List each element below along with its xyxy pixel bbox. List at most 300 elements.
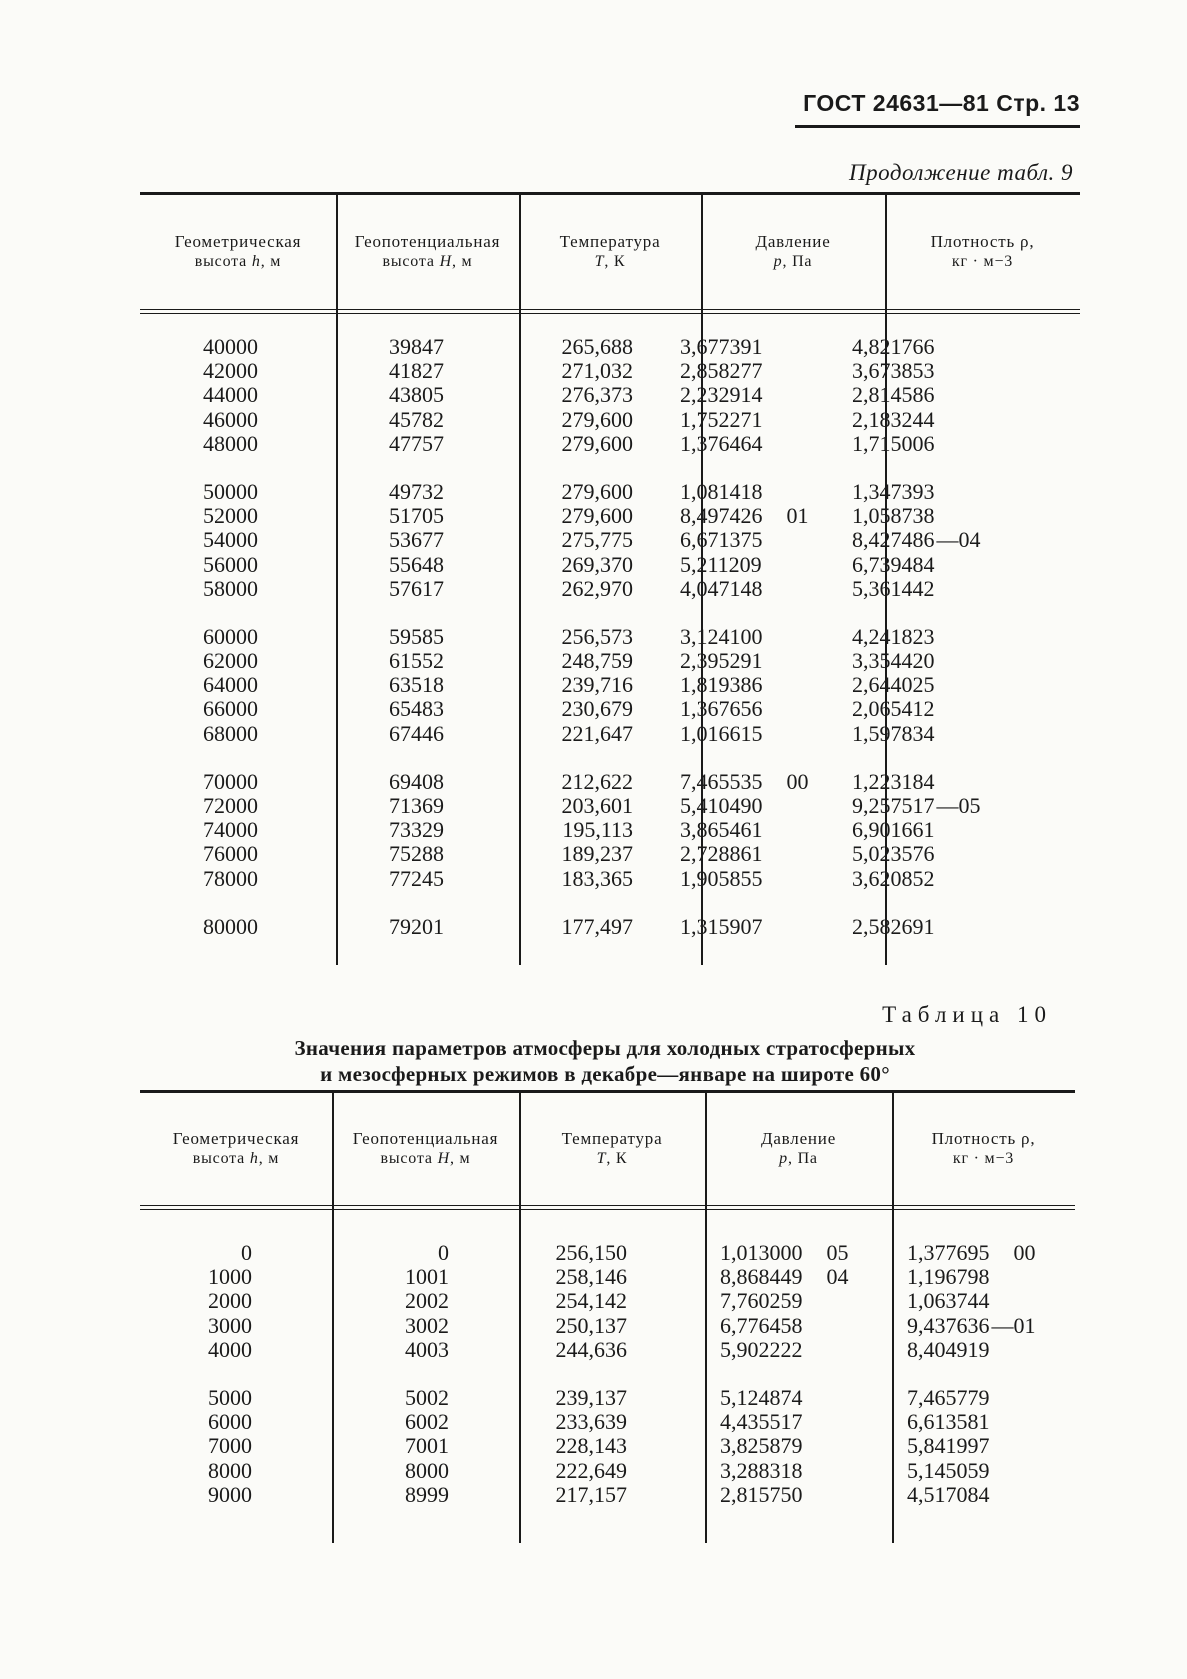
cell-geometric-height: [140, 842, 258, 866]
cell-geopotential-height: [336, 818, 444, 842]
cell-temperature: [519, 1338, 627, 1362]
cell-density: [907, 1265, 1075, 1289]
cell-geopotential-height: [336, 770, 444, 794]
cell-density: [907, 1410, 1075, 1434]
column-header-density: [885, 195, 1080, 309]
cell-value: 5,902222: [720, 1336, 803, 1362]
column-header-line: T, К: [594, 253, 626, 270]
cell-value: 2,644025: [852, 672, 935, 698]
header-double-rule: [140, 309, 1080, 314]
cell-value: 3002: [405, 1312, 449, 1338]
cell-temperature: [519, 1459, 627, 1483]
cell-geopotential-height: [336, 577, 444, 601]
table-9: [140, 192, 1080, 965]
cell-temperature: [519, 842, 633, 866]
cell-value: 62000: [203, 648, 258, 674]
cell-value: 5,023576: [852, 841, 935, 867]
cell-value: 45782: [389, 406, 444, 432]
cell-value: 4,241823: [852, 623, 935, 649]
cell-density: [907, 1386, 1075, 1410]
cell-value: 3,124100: [680, 623, 763, 649]
cell-value: 221,647: [561, 720, 633, 746]
group-spacer: [680, 601, 880, 625]
cell-value: 67446: [389, 720, 444, 746]
cell-geopotential-height: [336, 794, 444, 818]
cell-geometric-height: [140, 553, 258, 577]
cell-density: [852, 722, 1080, 746]
cell-value: 256,150: [555, 1240, 627, 1265]
cell-pressure: [680, 770, 880, 794]
cell-value: 8,497426: [680, 503, 763, 529]
cell-pressure: [720, 1241, 888, 1265]
cell-pressure: [680, 818, 880, 842]
cell-exponent: 00: [786, 768, 809, 794]
column-divider: [892, 1093, 894, 1543]
cell-pressure: [680, 625, 880, 649]
cell-density: [852, 528, 1080, 552]
cell-pressure: [680, 697, 880, 721]
cell-value: 3,865461: [680, 817, 763, 843]
column-header-line: Плотность ρ,: [931, 1129, 1036, 1148]
cell-density: [907, 1314, 1075, 1338]
cell-temperature: [519, 528, 633, 552]
cell-value: 279,600: [561, 503, 633, 529]
column-header-temperature: [519, 1093, 705, 1205]
cell-temperature: [519, 697, 633, 721]
cell-pressure: [680, 383, 880, 407]
cell-exponent: —01: [991, 1312, 1036, 1338]
cell-density: [852, 649, 1080, 673]
cell-value: 8,868449: [720, 1264, 803, 1290]
column-header-line: p, Па: [779, 1150, 818, 1167]
cell-value: 41827: [389, 358, 444, 384]
cell-value: 5,124874: [720, 1384, 803, 1410]
cell-geopotential-height: [332, 1265, 449, 1289]
cell-value: 195,113: [562, 817, 633, 843]
cell-geopotential-height: [332, 1483, 449, 1507]
cell-value: 4,821766: [852, 334, 935, 359]
cell-value: 4,517084: [907, 1481, 990, 1507]
cell-geometric-height: [140, 528, 258, 552]
table-title-line: Значения параметров атмосферы для холодных стратосферных: [294, 1036, 916, 1060]
cell-value: 2002: [405, 1288, 449, 1314]
cell-geometric-height: [140, 1434, 252, 1458]
cell-geopotential-height: [336, 649, 444, 673]
cell-value: 78000: [203, 865, 258, 891]
cell-pressure: [680, 915, 880, 939]
cell-geopotential-height: [336, 383, 444, 407]
cell-geometric-height: [140, 673, 258, 697]
cell-temperature: [519, 359, 633, 383]
cell-geopotential-height: [332, 1410, 449, 1434]
cell-geometric-height: [140, 432, 258, 456]
group-spacer: [852, 891, 1080, 915]
cell-value: 1,058738: [852, 503, 935, 529]
cell-geopotential-height: [336, 842, 444, 866]
cell-value: 8999: [405, 1481, 449, 1507]
cell-value: 271,032: [561, 358, 633, 384]
column-header-geopotential-height: [336, 195, 519, 309]
cell-value: 9,437636: [907, 1312, 990, 1338]
cell-value: 59585: [389, 623, 444, 649]
cell-value: 222,649: [555, 1457, 627, 1483]
cell-value: 276,373: [561, 382, 633, 408]
cell-value: 47757: [389, 430, 444, 456]
cell-geopotential-height: [336, 722, 444, 746]
cell-temperature: [519, 794, 633, 818]
group-spacer: [140, 456, 258, 480]
cell-temperature: [519, 408, 633, 432]
cell-geopotential-height: [336, 915, 444, 939]
group-spacer: [336, 891, 444, 915]
cell-value: 64000: [203, 672, 258, 698]
cell-pressure: [680, 553, 880, 577]
cell-pressure: [680, 408, 880, 432]
cell-value: 1,905855: [680, 865, 763, 891]
column-header-pressure: [701, 195, 885, 309]
cell-pressure: [720, 1265, 888, 1289]
column-header-line: Геометрическая: [172, 1129, 300, 1148]
group-spacer: [519, 456, 633, 480]
cell-value: 5,145059: [907, 1457, 990, 1483]
cell-density: [852, 553, 1080, 577]
cell-geometric-height: [140, 1289, 252, 1313]
cell-value: 1,752271: [680, 406, 763, 432]
cell-value: 1,376464: [680, 430, 763, 456]
cell-value: 1,819386: [680, 672, 763, 698]
column-header-line: высота H, м: [382, 253, 473, 270]
cell-value: 76000: [203, 841, 258, 867]
column-header-line: высота h, м: [194, 253, 282, 270]
page-header: ГОСТ 24631—81 Стр. 13: [795, 90, 1080, 128]
group-spacer: [140, 746, 258, 770]
table-10-title: [140, 1035, 1070, 1087]
cell-temperature: [519, 1434, 627, 1458]
cell-value: 1,013000: [720, 1240, 803, 1265]
cell-value: 58000: [203, 575, 258, 601]
cell-value: 6,901661: [852, 817, 935, 843]
cell-exponent: 00: [1013, 1240, 1036, 1265]
cell-value: 1,367656: [680, 696, 763, 722]
column-density: [907, 1241, 1075, 1507]
cell-exponent: —05: [936, 793, 981, 818]
cell-value: 265,688: [561, 334, 633, 359]
cell-value: 2,815750: [720, 1481, 803, 1507]
cell-geopotential-height: [336, 697, 444, 721]
cell-value: 7000: [208, 1433, 252, 1459]
cell-value: 60000: [203, 623, 258, 649]
cell-value: 1,377695: [907, 1240, 990, 1265]
cell-density: [852, 408, 1080, 432]
cell-geometric-height: [140, 1338, 252, 1362]
cell-pressure: [680, 480, 880, 504]
group-spacer: [852, 746, 1080, 770]
group-spacer: [519, 1362, 627, 1386]
cell-density: [852, 770, 1080, 794]
cell-temperature: [519, 383, 633, 407]
cell-value: 6000: [208, 1409, 252, 1435]
cell-value: 6,671375: [680, 527, 763, 553]
cell-geopotential-height: [336, 335, 444, 359]
group-spacer: [140, 891, 258, 915]
cell-density: [852, 697, 1080, 721]
cell-value: 279,600: [561, 406, 633, 432]
cell-value: 3,354420: [852, 648, 935, 674]
group-spacer: [332, 1362, 449, 1386]
column-divider: [705, 1093, 707, 1543]
group-spacer: [720, 1362, 888, 1386]
cell-value: 254,142: [555, 1288, 627, 1314]
cell-density: [852, 842, 1080, 866]
column-header-line: высота H, м: [380, 1150, 471, 1167]
group-spacer: [336, 746, 444, 770]
column-header-line: кг · м−3: [951, 253, 1014, 270]
group-spacer: [680, 456, 880, 480]
group-spacer: [519, 746, 633, 770]
cell-geopotential-height: [332, 1459, 449, 1483]
cell-pressure: [680, 359, 880, 383]
cell-value: 275,775: [561, 527, 633, 553]
column-header-line: Геопотенциальная: [352, 1129, 499, 1148]
cell-value: 203,601: [561, 793, 633, 818]
cell-density: [907, 1338, 1075, 1362]
cell-value: 2000: [208, 1288, 252, 1314]
column-header-line: Давление: [755, 232, 831, 251]
cell-density: [852, 673, 1080, 697]
cell-value: 1000: [208, 1264, 252, 1290]
cell-value: 230,679: [561, 696, 633, 722]
cell-value: 4,435517: [720, 1409, 803, 1435]
cell-value: 8000: [405, 1457, 449, 1483]
cell-temperature: [519, 504, 633, 528]
cell-value: 0: [241, 1240, 252, 1265]
group-spacer: [519, 891, 633, 915]
cell-temperature: [519, 1241, 627, 1265]
cell-value: 1,223184: [852, 768, 935, 794]
cell-value: 5,361442: [852, 575, 935, 601]
table-header: [140, 1093, 1075, 1205]
cell-pressure: [680, 577, 880, 601]
cell-pressure: [720, 1459, 888, 1483]
cell-temperature: [519, 915, 633, 939]
cell-density: [852, 480, 1080, 504]
cell-value: 258,146: [555, 1264, 627, 1290]
cell-value: 250,137: [555, 1312, 627, 1338]
cell-value: 70000: [203, 768, 258, 794]
group-spacer: [852, 456, 1080, 480]
cell-value: 43805: [389, 382, 444, 408]
cell-density: [907, 1289, 1075, 1313]
column-header-density: [892, 1093, 1075, 1205]
cell-geopotential-height: [336, 673, 444, 697]
cell-temperature: [519, 553, 633, 577]
cell-temperature: [519, 1386, 627, 1410]
group-spacer: [852, 601, 1080, 625]
cell-value: 1001: [405, 1264, 449, 1290]
cell-geopotential-height: [336, 625, 444, 649]
cell-value: 5,410490: [680, 793, 763, 818]
cell-exponent: —04: [936, 527, 981, 553]
cell-value: 65483: [389, 696, 444, 722]
column-geopotential-height: [336, 335, 444, 939]
cell-temperature: [519, 649, 633, 673]
column-header-line: Температура: [561, 1129, 663, 1148]
cell-pressure: [680, 867, 880, 891]
cell-geometric-height: [140, 480, 258, 504]
cell-pressure: [680, 842, 880, 866]
cell-value: 42000: [203, 358, 258, 384]
table-title-line: и мезосферных режимов в декабре—январе на широте 60°: [320, 1062, 890, 1086]
cell-geometric-height: [140, 359, 258, 383]
column-header-line: Геометрическая: [174, 232, 302, 251]
cell-value: 6,739484: [852, 551, 935, 577]
cell-density: [852, 383, 1080, 407]
cell-density: [907, 1483, 1075, 1507]
cell-geometric-height: [140, 1241, 252, 1265]
cell-value: 2,728861: [680, 841, 763, 867]
group-spacer: [519, 601, 633, 625]
cell-value: 5,211209: [680, 551, 762, 577]
group-spacer: [680, 891, 880, 915]
cell-value: 1,063744: [907, 1288, 990, 1314]
cell-value: 2,582691: [852, 913, 935, 939]
cell-pressure: [720, 1410, 888, 1434]
cell-value: 279,600: [561, 430, 633, 456]
cell-density: [852, 794, 1080, 818]
cell-temperature: [519, 432, 633, 456]
cell-value: 1,315907: [680, 913, 763, 939]
column-header-line: Давление: [760, 1129, 837, 1148]
cell-density: [852, 359, 1080, 383]
cell-geometric-height: [140, 649, 258, 673]
cell-density: [907, 1459, 1075, 1483]
cell-value: 1,715006: [852, 430, 935, 456]
cell-density: [852, 504, 1080, 528]
cell-value: 0: [438, 1240, 449, 1265]
cell-value: 80000: [203, 913, 258, 939]
cell-value: 68000: [203, 720, 258, 746]
cell-geometric-height: [140, 577, 258, 601]
column-header-line: Температура: [559, 232, 661, 251]
cell-geopotential-height: [336, 408, 444, 432]
cell-geopotential-height: [336, 480, 444, 504]
cell-value: 4,047148: [680, 575, 763, 601]
cell-value: 2,395291: [680, 648, 763, 674]
cell-value: 72000: [203, 793, 258, 818]
column-pressure: [720, 1241, 888, 1507]
cell-value: 3,673853: [852, 358, 935, 384]
cell-value: 2,232914: [680, 382, 763, 408]
cell-value: 7,760259: [720, 1288, 803, 1314]
cell-value: 61552: [389, 648, 444, 674]
cell-value: 3000: [208, 1312, 252, 1338]
cell-value: 77245: [389, 865, 444, 891]
cell-value: 50000: [203, 478, 258, 504]
cell-value: 7,465779: [907, 1384, 990, 1410]
cell-value: 228,143: [555, 1433, 627, 1459]
cell-value: 7,465535: [680, 768, 763, 794]
cell-temperature: [519, 770, 633, 794]
cell-value: 9,257517: [852, 793, 935, 818]
cell-value: 57617: [389, 575, 444, 601]
cell-geometric-height: [140, 770, 258, 794]
cell-pressure: [720, 1483, 888, 1507]
column-header-line: Геопотенциальная: [354, 232, 501, 251]
cell-temperature: [519, 1483, 627, 1507]
cell-temperature: [519, 818, 633, 842]
cell-value: 75288: [389, 841, 444, 867]
column-header-geometric-height: [140, 195, 336, 309]
cell-temperature: [519, 577, 633, 601]
cell-value: 74000: [203, 817, 258, 843]
column-temperature: [519, 335, 633, 939]
cell-value: 1,016615: [680, 720, 763, 746]
cell-value: 6,776458: [720, 1312, 803, 1338]
table-header: [140, 195, 1080, 309]
cell-pressure: [680, 504, 880, 528]
cell-geopotential-height: [332, 1241, 449, 1265]
cell-value: 279,600: [561, 478, 633, 504]
cell-geopotential-height: [336, 553, 444, 577]
cell-temperature: [519, 1289, 627, 1313]
cell-temperature: [519, 722, 633, 746]
column-header-geopotential-height: [332, 1093, 519, 1205]
cell-geometric-height: [140, 794, 258, 818]
column-geometric-height: [140, 335, 258, 939]
group-spacer: [907, 1362, 1075, 1386]
group-spacer: [680, 746, 880, 770]
cell-value: 39847: [389, 334, 444, 359]
column-temperature: [519, 1241, 627, 1507]
cell-geopotential-height: [336, 432, 444, 456]
cell-temperature: [519, 335, 633, 359]
cell-value: 239,716: [561, 672, 633, 698]
cell-temperature: [519, 1265, 627, 1289]
cell-value: 56000: [203, 551, 258, 577]
cell-geometric-height: [140, 1265, 252, 1289]
cell-value: 2,183244: [852, 406, 935, 432]
column-header-line: p, Па: [773, 253, 813, 270]
cell-pressure: [680, 335, 880, 359]
cell-value: 3,620852: [852, 865, 935, 891]
cell-geopotential-height: [332, 1434, 449, 1458]
cell-value: 63518: [389, 672, 444, 698]
cell-temperature: [519, 1314, 627, 1338]
cell-geopotential-height: [332, 1338, 449, 1362]
cell-value: 8000: [208, 1457, 252, 1483]
cell-value: 54000: [203, 527, 258, 553]
cell-geopotential-height: [336, 867, 444, 891]
cell-value: 248,759: [561, 648, 633, 674]
cell-geometric-height: [140, 1314, 252, 1338]
cell-value: 1,081418: [680, 478, 763, 504]
cell-pressure: [680, 794, 880, 818]
cell-value: 239,137: [555, 1384, 627, 1410]
cell-pressure: [680, 722, 880, 746]
cell-temperature: [519, 673, 633, 697]
cell-geometric-height: [140, 1386, 252, 1410]
cell-value: 2,065412: [852, 696, 935, 722]
cell-value: 3,825879: [720, 1433, 803, 1459]
table-10: [140, 1090, 1075, 1543]
cell-density: [907, 1434, 1075, 1458]
column-density: [852, 335, 1080, 939]
cell-density: [852, 625, 1080, 649]
cell-geometric-height: [140, 504, 258, 528]
cell-density: [852, 577, 1080, 601]
cell-temperature: [519, 867, 633, 891]
cell-geometric-height: [140, 383, 258, 407]
